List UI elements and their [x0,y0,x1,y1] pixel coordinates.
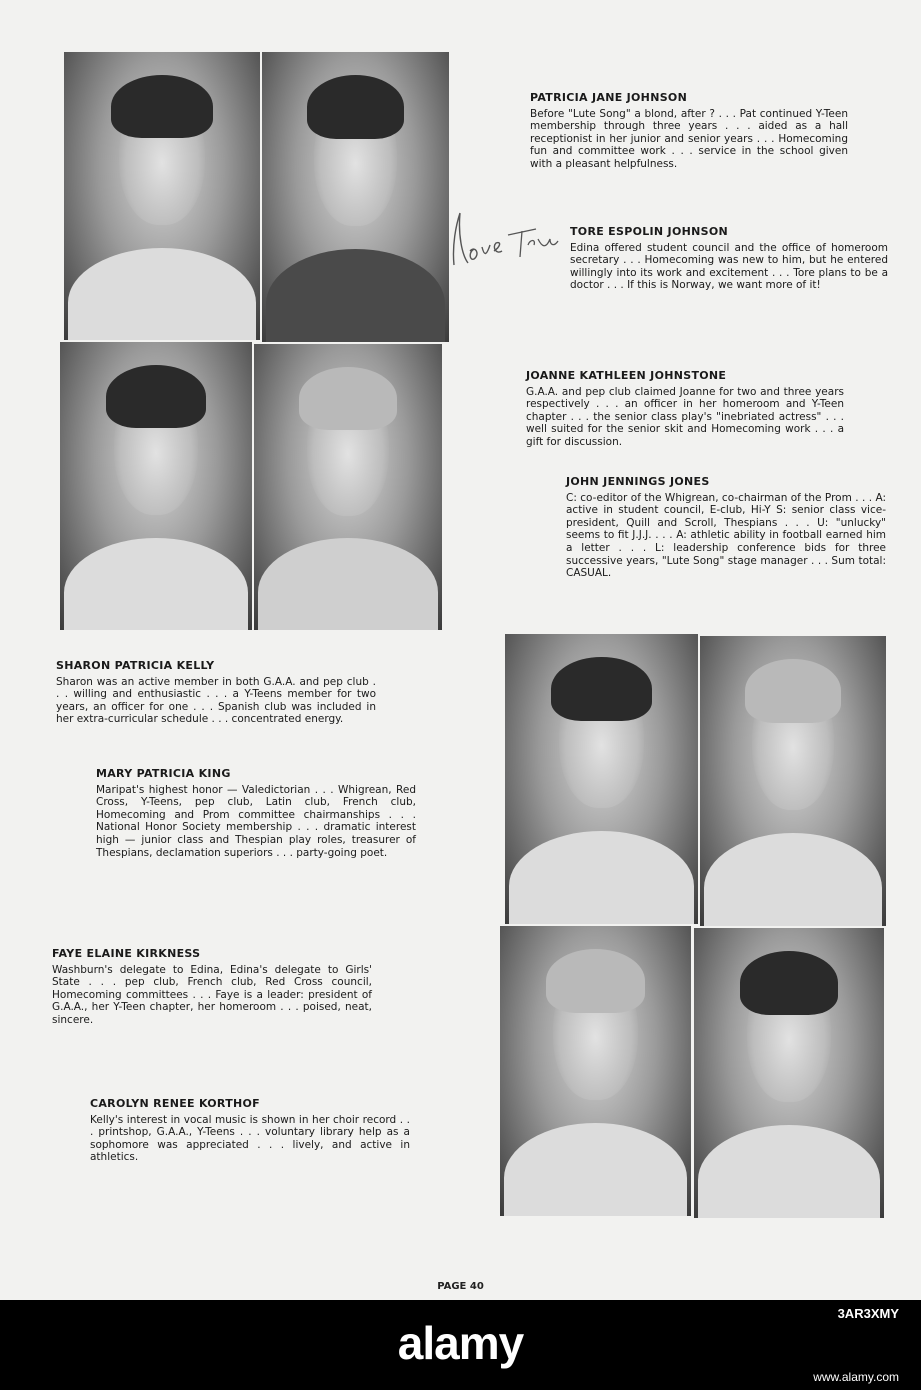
entry-john-jennings-jones [566,476,886,580]
entry-text: Washburn's delegate to Edina, Edina's delegate to Girls' State . . . pep club, French club, Red Cross council, Homecoming committees . . . Faye is a leader: president of G.A.A., her Y-Teen chapter, her homeroom . . . poised, neat, sincere. [52,963,372,1026]
entry-name: FAYE ELAINE KIRKNESS [52,947,201,960]
entry-text: Sharon was an active member in both G.A.A. and pep club . . . willing and enthusiastic . . . a Y-Teens member for two years, an officer for one . . . Spanish club was included in her extra-curricular schedule . . . concentrated energy. [56,675,376,726]
stock-watermark-bar [0,1300,921,1390]
portrait-photo-joanne-johnstone [60,342,252,630]
portrait-photo-sharon-kelly [505,634,698,924]
watermark-image-id: 3AR3XMY [837,1306,899,1321]
portrait-photo-faye-kirkness [500,926,691,1216]
entry-name: TORE ESPOLIN JOHNSON [570,225,728,238]
entry-name: JOANNE KATHLEEN JOHNSTONE [526,369,727,382]
page-number: PAGE 40 [437,1281,484,1292]
entry-faye-elaine-kirkness [52,948,372,1027]
entry-sharon-patricia-kelly [56,660,376,726]
entry-carolyn-renee-korthof [90,1098,410,1164]
entry-name: JOHN JENNINGS JONES [566,475,710,488]
watermark-logo: alamy [397,1317,524,1369]
portrait-photo-mary-king [700,636,886,926]
entry-tore-espolin-johnson [570,226,888,292]
entry-name: MARY PATRICIA KING [96,767,231,780]
entry-text: Before "Lute Song" a blond, after ? . . . Pat continued Y-Teen membership through three years . . . aided as a hall receptionist in her junior and senior years . . . Homecoming fun and committee work . . . service in the school given with a pleasant helpfulness. [530,107,848,170]
watermark-url: www.alamy.com [813,1370,899,1384]
portrait-photo-carolyn-korthof [694,928,884,1218]
entry-text: Kelly's interest in vocal music is shown in her choir record . . . printshop, G.A.A., Y-Teens . . . voluntary library help as a sophomore was appreciated . . . lively, and active in athletics. [90,1113,410,1164]
entry-mary-patricia-king [96,768,416,859]
entry-name: SHARON PATRICIA KELLY [56,659,215,672]
portrait-photo-tore-johnson [262,52,449,342]
entry-name: PATRICIA JANE JOHNSON [530,91,688,104]
entry-text: Edina offered student council and the office of homeroom secretary . . . Homecoming was new to him, but he entered willingly into its work and excitement . . . Tore plans to be a doctor . . . If this is Norway, we want more of it! [570,241,888,292]
entry-text: C: co-editor of the Whigrean, co-chairman of the Prom . . . A: active in student council, E-club, Hi-Y S: senior class vice-president, Quill and Scroll, Thespians . . . U: "unlucky" seems to fit J.J.J. . . . A: athletic ability in football earned him a letter . . . L: leadership conference bids for three successive years, "Lute Song" stage manager . . . Sum total: CASUAL. [566,491,886,580]
entry-text: Maripat's highest honor — Valedictorian . . . Whigrean, Red Cross, Y-Teens, pep club, Latin club, French club, Homecoming and Prom committee chairmanships . . . National Honor Society membership . . . dramatic interest high — junior class and Thespian play roles, treasurer of Thespians, declamation superiors . . . party-going poet. [96,783,416,859]
entry-patricia-jane-johnson [530,92,848,171]
portrait-photo-patricia-johnson [64,52,260,340]
portrait-photo-john-jones [254,344,442,630]
entry-joanne-kathleen-johnstone [526,370,844,449]
entry-name: CAROLYN RENEE KORTHOF [90,1097,260,1110]
handwritten-signature [446,205,566,275]
entry-text: G.A.A. and pep club claimed Joanne for two and three years respectively . . . an officer in her homeroom and Y-Teen chapter . . . the senior class play's "inebriated actress" . . . well suited for the senior skit and Homecoming work . . . a gift for discussion. [526,385,844,448]
